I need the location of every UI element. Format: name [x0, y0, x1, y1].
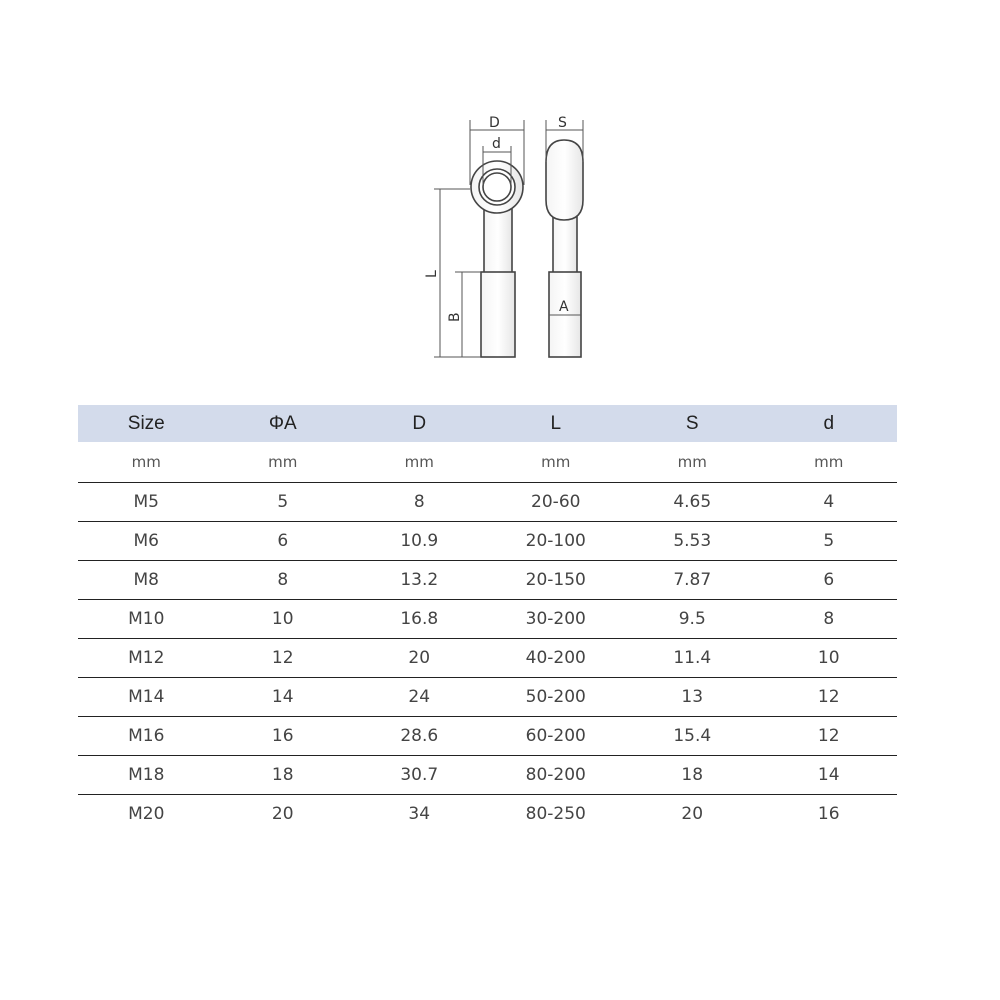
cell-s: 9.5	[624, 600, 761, 639]
cell-size: M12	[78, 639, 215, 678]
cell-d-outer: 13.2	[351, 561, 488, 600]
label-L: L	[424, 270, 440, 278]
cell-d-outer: 24	[351, 678, 488, 717]
table-row	[78, 717, 897, 756]
cell-phi-a: 12	[215, 639, 352, 678]
table-row	[78, 600, 897, 639]
cell-l: 80-200	[488, 756, 625, 795]
cell-size: M18	[78, 756, 215, 795]
header-d-outer: D	[351, 405, 488, 442]
label-B: B	[447, 312, 463, 322]
cell-phi-a: 8	[215, 561, 352, 600]
cell-phi-a: 16	[215, 717, 352, 756]
cell-l: 40-200	[488, 639, 625, 678]
cell-d-inner: 6	[761, 561, 898, 600]
cell-d-inner: 4	[761, 483, 898, 522]
cell-l: 30-200	[488, 600, 625, 639]
unit-cell: mm	[78, 442, 215, 483]
cell-s: 11.4	[624, 639, 761, 678]
cell-s: 18	[624, 756, 761, 795]
cell-d-inner: 16	[817, 804, 840, 824]
units-row	[78, 442, 897, 483]
table-row	[78, 795, 897, 834]
cell-s: 4.65	[624, 483, 761, 522]
cell-size: M10	[78, 600, 215, 639]
cell-l: 20-150	[488, 561, 625, 600]
table-row	[78, 756, 897, 795]
cell-d-outer: 16.8	[351, 600, 488, 639]
side-view	[546, 140, 583, 357]
cell-d-inner: 10	[761, 639, 898, 678]
header-s: S	[624, 405, 761, 442]
cell-size: M5	[78, 483, 215, 522]
cell-phi-a: 14	[215, 678, 352, 717]
cell-d-outer: 8	[351, 483, 488, 522]
table-row	[78, 561, 897, 600]
front-view	[471, 161, 523, 357]
header-d-inner: d	[761, 405, 898, 442]
cell-size: M20	[128, 804, 165, 824]
cell-l: 20-100	[488, 522, 625, 561]
front-handle-block	[481, 272, 515, 357]
cell-s: 7.87	[624, 561, 761, 600]
cell-d-inner: 12	[761, 717, 898, 756]
eye-bolt-drawing	[400, 105, 620, 370]
cell-d-outer: 20	[351, 639, 488, 678]
cell-s: 20	[681, 804, 704, 824]
cell-s: 13	[624, 678, 761, 717]
cell-phi-a: 10	[215, 600, 352, 639]
cell-d-outer: 30.7	[351, 756, 488, 795]
front-eye-hole	[483, 173, 511, 201]
cell-d-outer: 10.9	[351, 522, 488, 561]
table-row	[78, 639, 897, 678]
table-row	[78, 522, 897, 561]
cell-s: 5.53	[624, 522, 761, 561]
cell-d-inner: 12	[761, 678, 898, 717]
cell-phi-a: 5	[215, 483, 352, 522]
side-eye	[546, 140, 583, 220]
unit-cell: mm	[761, 442, 898, 483]
header-phi-a: ΦA	[215, 405, 352, 442]
cell-phi-a: 20	[271, 804, 294, 824]
cell-size: M8	[78, 561, 215, 600]
table-row	[78, 678, 897, 717]
cell-d-outer: 28.6	[351, 717, 488, 756]
label-d: d	[492, 136, 501, 152]
cell-size: M6	[78, 522, 215, 561]
header-size: Size	[78, 405, 215, 442]
label-A: A	[559, 299, 569, 315]
table-row	[78, 483, 897, 522]
cell-size: M16	[78, 717, 215, 756]
header-l: L	[488, 405, 625, 442]
spec-table	[78, 405, 897, 833]
label-S: S	[558, 115, 567, 131]
cell-d-inner: 14	[761, 756, 898, 795]
unit-cell: mm	[215, 442, 352, 483]
cell-l: 80-250	[525, 804, 586, 824]
cell-size: M14	[78, 678, 215, 717]
cell-l: 50-200	[488, 678, 625, 717]
cell-phi-a: 6	[215, 522, 352, 561]
cell-s: 15.4	[624, 717, 761, 756]
cell-d-inner: 8	[761, 600, 898, 639]
cell-l: 20-60	[488, 483, 625, 522]
cell-d-outer: 34	[408, 804, 431, 824]
unit-cell: mm	[488, 442, 625, 483]
unit-cell: mm	[351, 442, 488, 483]
cell-d-inner: 5	[761, 522, 898, 561]
label-D: D	[489, 115, 500, 131]
header-row	[78, 405, 897, 442]
unit-cell: mm	[624, 442, 761, 483]
cell-phi-a: 18	[215, 756, 352, 795]
cell-l: 60-200	[488, 717, 625, 756]
